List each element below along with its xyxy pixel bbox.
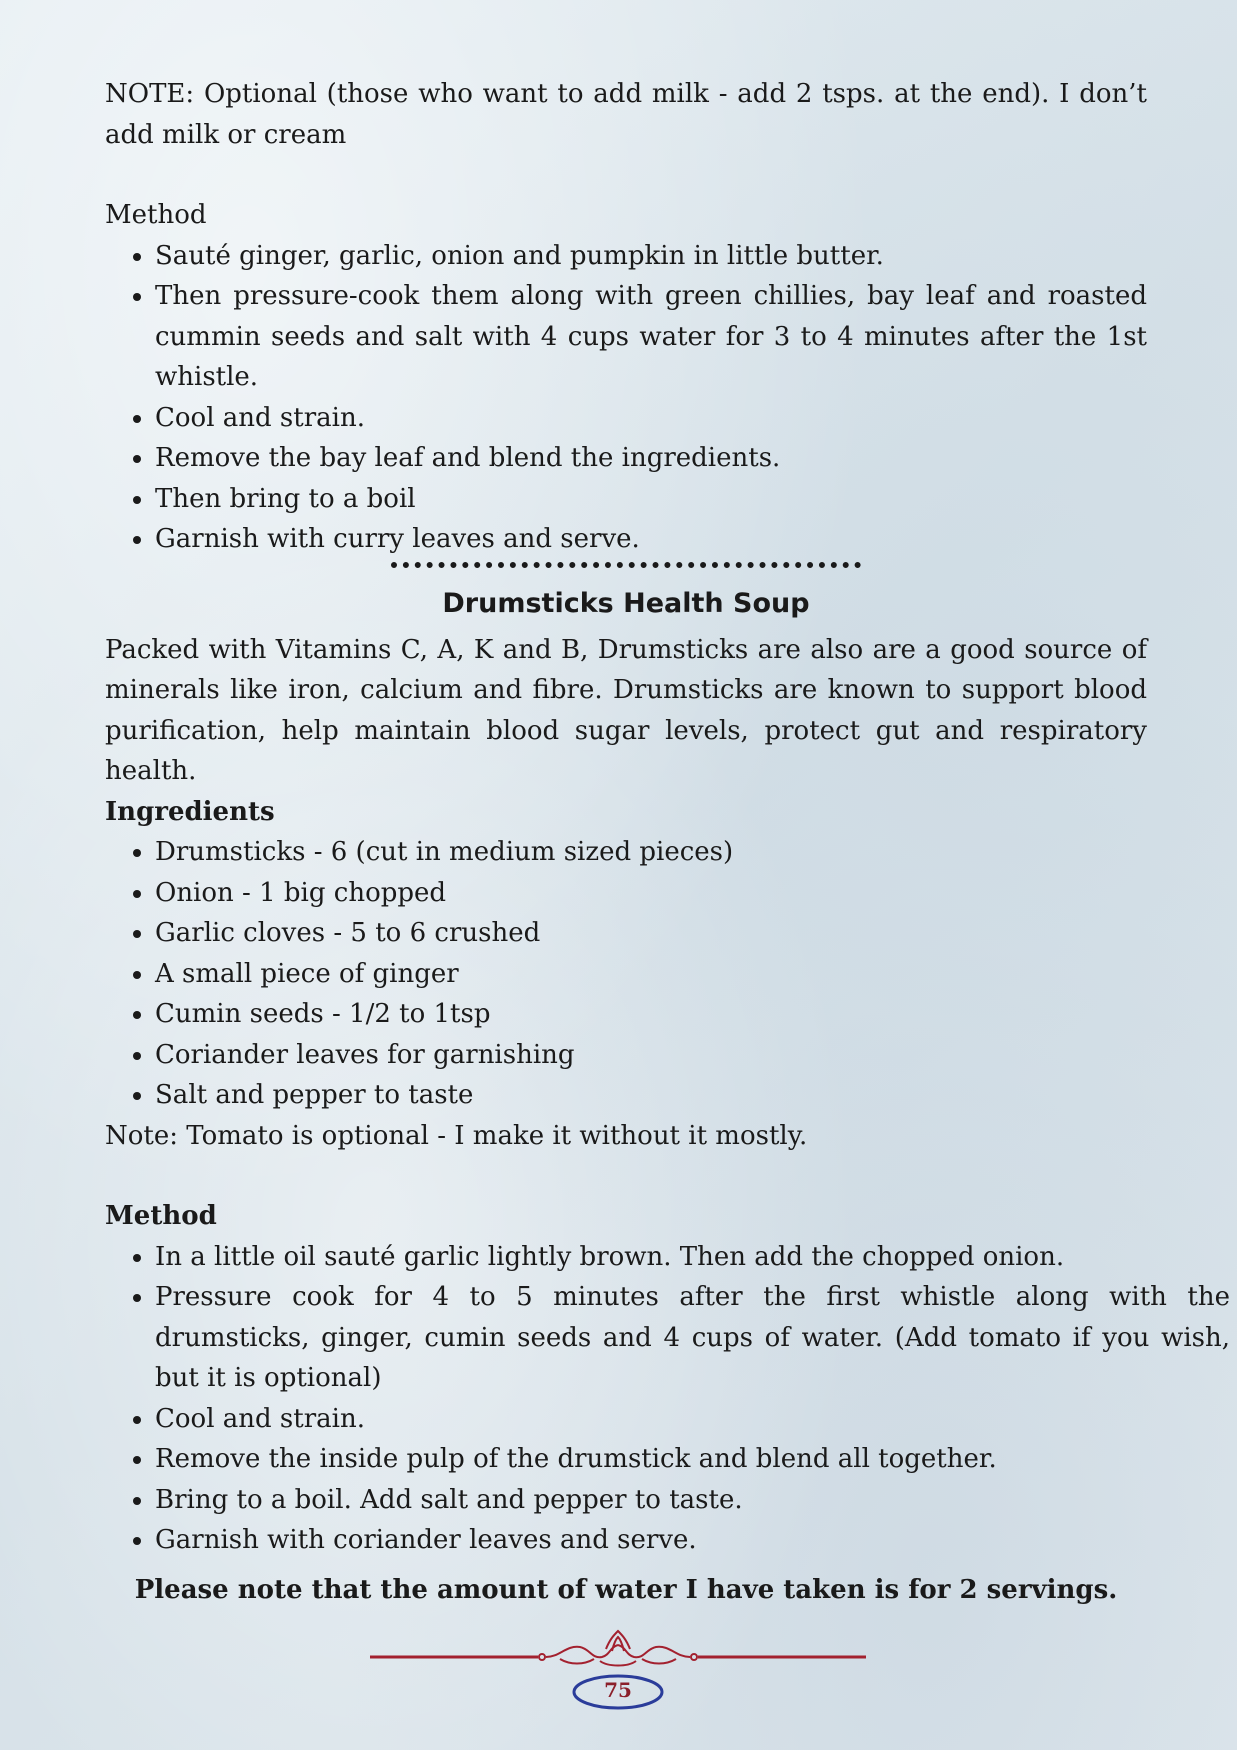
list-item: • Drumsticks - 6 (cut in medium sized pieces): [155, 832, 1147, 873]
page-number: 75: [604, 1678, 632, 1702]
list-item: • Remove the bay leaf and blend the ingredients.: [155, 438, 1147, 479]
list-item: • Coriander leaves for garnishing: [155, 1035, 1147, 1076]
tomato-note: Note: Tomato is optional - I make it without it mostly.: [105, 1120, 808, 1151]
list-item: • In a little oil sauté garlic lightly brown. Then add the chopped onion.: [155, 1237, 1230, 1278]
method-label-1: Method: [105, 200, 207, 230]
page-footer: [370, 1625, 866, 1725]
list-item: • Garlic cloves - 5 to 6 crushed: [155, 913, 1147, 954]
list-item: • Pressure cook for 4 to 5 minutes after the first whistle along with the drumsticks, ginger, cumin seeds and 4 cups of water. (Add tomato if you wish, but it is optional): [155, 1277, 1230, 1399]
list-item: • Salt and pepper to taste: [155, 1075, 1147, 1116]
ornament-flourish: [539, 1631, 697, 1666]
list-item: • Garnish with curry leaves and serve.: [155, 519, 1147, 560]
list-item: • Cumin seeds - 1/2 to 1tsp: [155, 994, 1147, 1035]
list-item: • Remove the inside pulp of the drumstick and blend all together.: [155, 1439, 1230, 1480]
recipe-intro: Packed with Vitamins C, A, K and B, Drumsticks are also are a good source of minerals like iron, calcium and fibre. Drumsticks are known to support blood purification, help maintain blood sugar levels, protect gut and respiratory health.: [105, 634, 1147, 786]
servings-note: Please note that the amount of water I have taken is for 2 servings.: [134, 1574, 1118, 1605]
method-list-2: [105, 1237, 1230, 1561]
ingredients-list: [105, 832, 1147, 1116]
list-item: • Cool and strain.: [155, 1399, 1230, 1440]
list-item: • Then bring to a boil: [155, 479, 1147, 520]
method-list-1: [105, 236, 1147, 560]
dotted-divider: [391, 562, 861, 582]
list-item: • Garnish with coriander leaves and serve.: [155, 1520, 1230, 1561]
list-item: • Onion - 1 big chopped: [155, 873, 1147, 914]
list-item: • Sauté ginger, garlic, onion and pumpkin in little butter.: [155, 236, 1147, 277]
list-item: • Cool and strain.: [155, 398, 1147, 439]
flourish-ornament-icon: [370, 1625, 866, 1725]
list-item: • Bring to a boil. Add salt and pepper to taste.: [155, 1480, 1230, 1521]
list-item: • A small piece of ginger: [155, 954, 1147, 995]
recipe-page: [105, 74, 1230, 1611]
ingredients-heading: Ingredients: [105, 796, 275, 827]
list-item: • Then pressure-cook them along with green chillies, bay leaf and roasted cummin seeds and salt with 4 cups water for 3 to 4 minutes after the 1st whistle.: [155, 276, 1147, 398]
recipe-title: Drumsticks Health Soup: [442, 587, 810, 619]
milk-note: NOTE: Optional (those who want to add milk - add 2 tsps. at the end). I don’t add milk or cream: [105, 79, 1147, 150]
method-heading-2: Method: [105, 1201, 217, 1231]
